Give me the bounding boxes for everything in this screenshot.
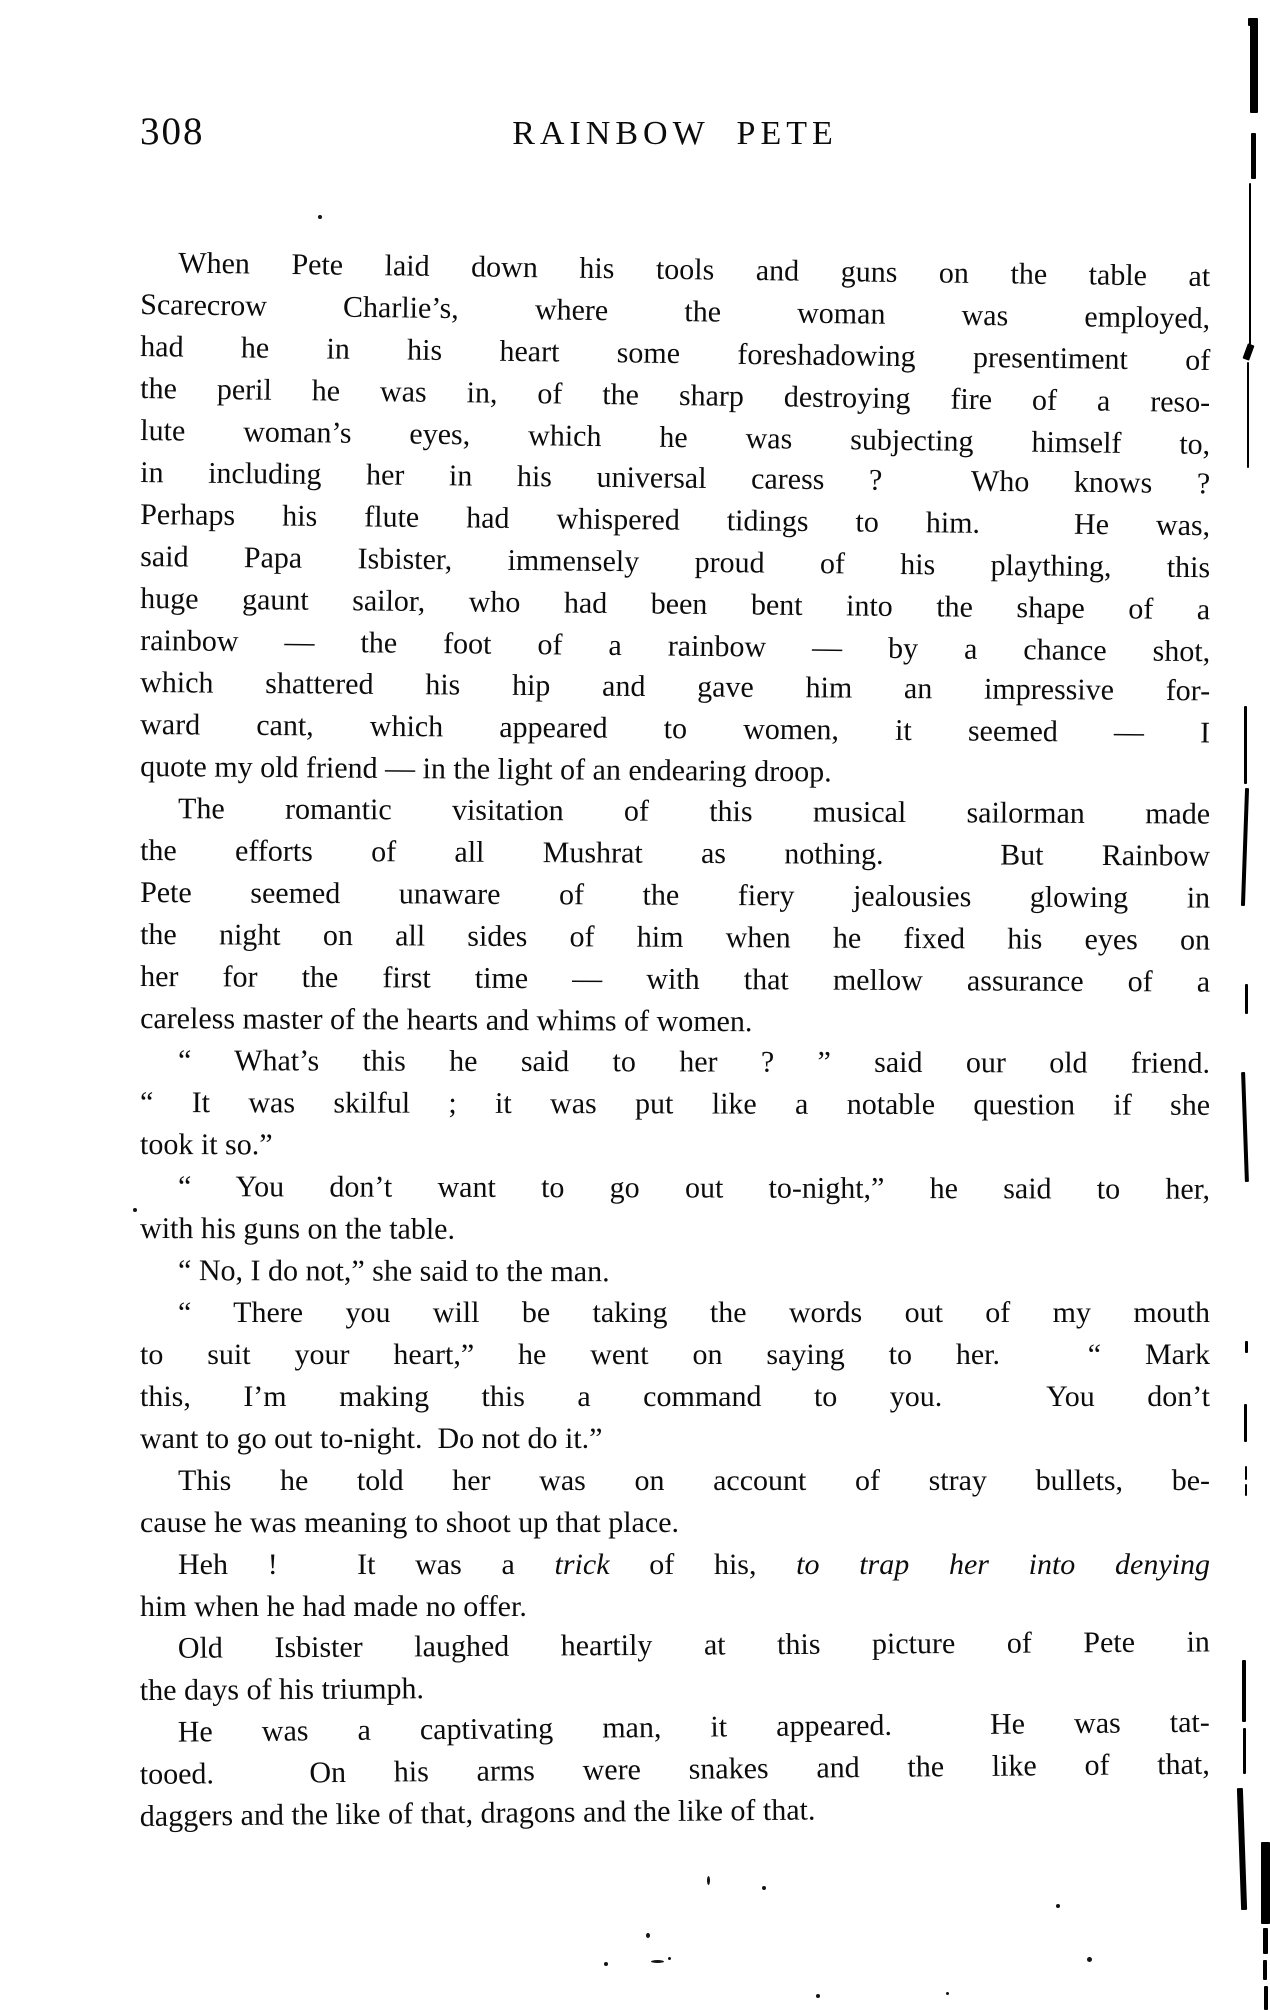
text-line: lute woman’s eyes, which he was subjecting himself to,: [140, 414, 1211, 462]
text-line: to suit your heart,” he went on saying to her. “ Mark: [140, 1338, 1210, 1371]
scan-edge-mark: [1244, 706, 1247, 784]
scan-edge-mark: [1263, 1960, 1267, 1980]
ink-speck: [133, 1208, 137, 1212]
scan-edge-mark: [1247, 362, 1249, 468]
text-line: want to go out to-night. Do not do it.”: [140, 1422, 603, 1455]
scan-edge-mark: [1241, 1072, 1249, 1182]
text-line: “ There you will be taking the words out of my mouth: [178, 1296, 1210, 1329]
scan-edge-mark: [1243, 1728, 1246, 1774]
text-line: huge gaunt sailor, who had been bent into the shape of a: [140, 582, 1211, 627]
scan-edge-mark: [1245, 1466, 1247, 1480]
text-line: said Papa Isbister, immensely proud of his plaything, this: [140, 540, 1211, 585]
scan-edge-mark: [1244, 1404, 1247, 1442]
text-line: the days of his triumph.: [139, 1672, 425, 1708]
scan-edge-mark: [1245, 984, 1248, 1014]
text-line: This he told her was on account of stray bullets, be-: [178, 1464, 1210, 1497]
text-line: careless master of the hearts and whims of women.: [140, 1002, 753, 1039]
text-line: him when he had made no offer.: [140, 1590, 527, 1623]
text-line: tooed. On his arms were snakes and the like of that,: [139, 1747, 1210, 1792]
text-line: ward cant, which appeared to women, it seemed — I: [140, 708, 1211, 750]
running-title: RAINBOW PETE: [512, 115, 838, 152]
body-text: [140, 242, 1210, 1838]
text-line: Scarecrow Charlie’s, where the woman was employed,: [140, 288, 1211, 336]
scan-edge-mark: [1245, 1484, 1247, 1496]
text-line: Heh ! It was a trick of his, to trap her into denying: [178, 1548, 1210, 1581]
ink-speck: [668, 1957, 671, 1960]
text-line: this, I’m making this a command to you. You don’t: [140, 1380, 1210, 1413]
scan-edge-mark: [1237, 1788, 1247, 1910]
ink-speck: [1056, 1904, 1060, 1908]
text-line: The romantic visitation of this musical sailorman made: [178, 792, 1211, 831]
text-line: the peril he was in, of the sharp destroying fire of a reso-: [140, 372, 1211, 420]
scan-edge-mark: [1249, 183, 1251, 345]
scan-edge-mark: [1241, 788, 1249, 906]
ink-speck: [946, 1992, 949, 1995]
text-line: “ It was skilful ; it was put like a notable question if she: [140, 1086, 1211, 1122]
text-line: with his guns on the table.: [140, 1212, 456, 1246]
text-line: quote my old friend — in the light of an endearing droop.: [140, 750, 832, 789]
text-line: took it so.”: [140, 1128, 273, 1162]
text-line: had he in his heart some foreshadowing presentiment of: [140, 330, 1211, 378]
scan-edge-mark: [1250, 20, 1258, 113]
text-line: which shattered his hip and gave him an impressive for-: [140, 666, 1211, 708]
scan-edge-mark: [1264, 1986, 1268, 2010]
page-number: 308: [140, 110, 205, 153]
ink-speck: [604, 1962, 608, 1966]
ink-speck: [1087, 1957, 1092, 1962]
text-line: He was a captivating man, it appeared. He was tat-: [177, 1705, 1210, 1749]
text-line: Perhaps his flute had whispered tidings to him. He was,: [140, 498, 1211, 543]
text-line: Pete seemed unaware of the fiery jealousies glowing in: [140, 876, 1211, 915]
text-line: “ You don’t want to go out to-night,” he said to her,: [178, 1170, 1211, 1206]
scan-edge-mark: [1261, 1842, 1270, 1924]
scan-edge-mark: [1251, 133, 1256, 179]
text-line: “ No, I do not,” she said to the man.: [178, 1254, 610, 1289]
text-line: her for the first time — with that mellow assurance of a: [140, 960, 1211, 999]
text-line: Old Isbister laughed heartily at this picture of Pete in: [177, 1625, 1210, 1665]
text-line: cause he was meaning to shoot up that place.: [140, 1506, 680, 1539]
ink-speck: [646, 1933, 650, 1938]
text-line: daggers and the like of that, dragons and the like of that.: [139, 1793, 816, 1834]
ink-speck: [816, 1994, 820, 1998]
text-line: When Pete laid down his tools and guns on the table at: [178, 246, 1211, 294]
ink-speck: [318, 215, 322, 219]
scan-edge-mark: [1245, 1341, 1248, 1353]
text-line: “ What’s this he said to her ? ” said our old friend.: [178, 1044, 1211, 1080]
text-line: the efforts of all Mushrat as nothing. But Rainbow: [140, 834, 1211, 873]
ink-speck: [707, 1876, 710, 1885]
ink-speck: [762, 1886, 766, 1890]
scan-edge-mark: [1263, 1928, 1268, 1954]
scan-edge-mark: [1242, 343, 1254, 360]
text-line: rainbow — the foot of a rainbow — by a chance shot,: [140, 624, 1211, 669]
text-line: the night on all sides of him when he fixed his eyes on: [140, 918, 1211, 957]
text-line: in including her in his universal caress ? Who knows ?: [140, 456, 1211, 501]
scan-edge-mark: [1242, 1660, 1246, 1722]
ink-speck: [651, 1960, 664, 1963]
page-header: [140, 108, 1210, 158]
